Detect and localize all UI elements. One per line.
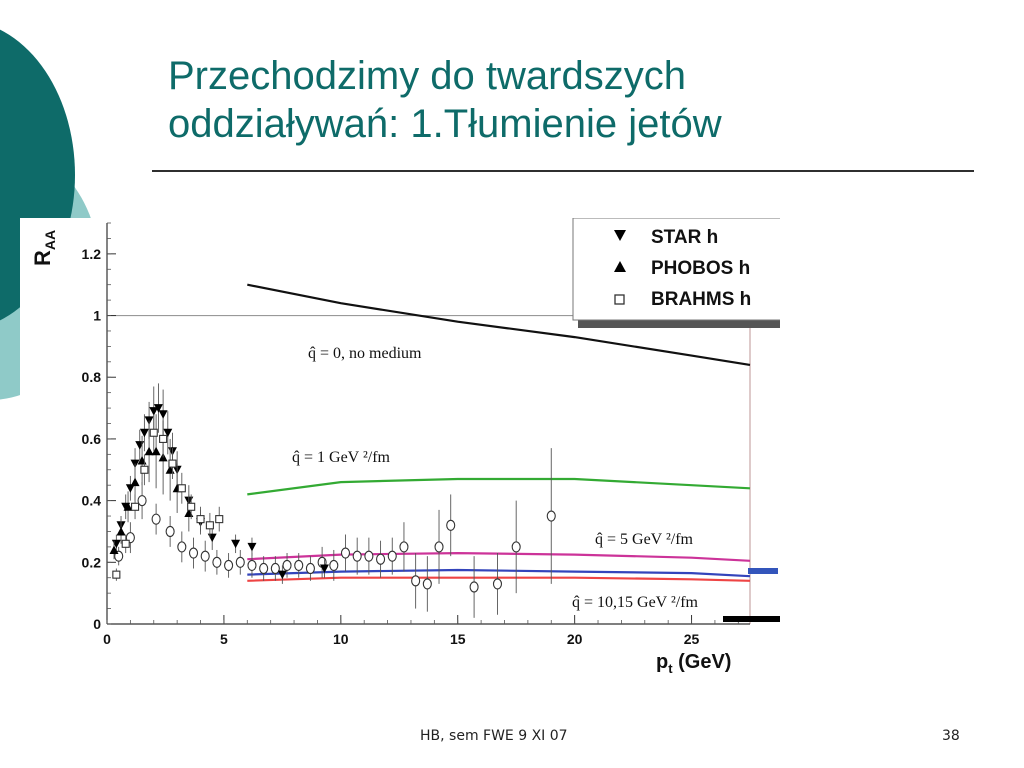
y-tick-label: 0.6 [81,430,101,447]
data-point-circle [493,579,501,589]
data-point-circle [412,576,420,586]
annotation-qhat-10-15: q̂ = 10,15 GeV ²/fm [572,594,698,611]
data-point-circle [547,511,555,521]
legend-label-star: STAR h [651,227,719,248]
y-tick-label: 0.2 [81,554,101,571]
data-point-brahms [206,522,213,529]
data-point-circle [388,551,396,561]
data-point-circle [512,542,520,552]
right-edge-blue-marker [748,568,778,574]
data-point-brahms [122,540,129,547]
raa-chart [20,218,780,680]
annotation-qhat-1: q̂ = 1 GeV ²/fm [292,449,390,466]
page-number: 38 [942,728,960,744]
data-point-brahms [178,485,185,492]
data-point-circle [178,542,186,552]
y-tick-label: 1.2 [81,245,101,262]
data-point-circle [152,514,160,524]
x-tick-label: 20 [566,631,583,647]
data-point-circle [365,551,373,561]
x-axis-label-rest: (GeV) [672,651,732,673]
x-axis-label-main: p [656,651,669,673]
x-tick-label: 5 [220,631,228,647]
data-point-circle [341,548,349,558]
annotation-no-medium: q̂ = 0, no medium [308,345,422,362]
data-point-brahms [169,460,176,467]
data-point-brahms [197,516,204,523]
x-tick-label: 0 [103,631,111,647]
data-point-brahms [150,429,157,436]
y-tick-label: 1 [93,307,101,324]
data-point-circle [330,560,338,570]
data-point-circle [295,560,303,570]
data-point-circle [213,557,221,567]
y-tick-label: 0 [93,616,101,632]
data-point-circle [271,563,279,573]
data-point-circle [201,551,209,561]
slide-title-line-1: Przechodzimy do twardszych [168,54,686,98]
data-point-brahms [188,503,195,510]
data-point-brahms [216,516,223,523]
data-point-circle [306,563,314,573]
data-point-circle [447,520,455,530]
x-tick-label: 25 [683,631,700,647]
x-axis-label-sub: t [668,661,673,676]
data-point-circle [470,582,478,592]
y-tick-label: 0.4 [81,492,101,509]
data-point-brahms [141,466,148,473]
data-point-circle [353,551,361,561]
data-point-brahms [160,435,167,442]
x-tick-label: 10 [333,631,349,647]
slide-title-line-2: oddziaływań: 1.Tłumienie jetów [168,102,722,146]
legend-label-brahms: BRAHMS h [651,289,752,310]
data-point-circle [138,496,146,506]
legend-label-phobos: PHOBOS h [651,258,751,279]
data-point-brahms [132,503,139,510]
data-point-circle [225,560,233,570]
x-axis-label [656,651,731,676]
annotation-qhat-5: q̂ = 5 GeV ²/fm [595,531,693,548]
y-tick-label: 0.8 [81,369,101,386]
chart-legend [573,218,780,328]
data-point-circle [423,579,431,589]
title-divider [152,170,974,172]
y-axis-label-main: R [30,250,55,266]
data-point-circle [166,526,174,536]
data-point-circle [260,563,268,573]
data-point-circle [377,554,385,564]
data-point-circle [236,557,244,567]
data-point-circle [400,542,408,552]
data-point-brahms [113,571,120,578]
data-point-circle [283,560,291,570]
slide-title [168,52,988,148]
x-tick-label: 15 [449,631,466,647]
data-point-circle [435,542,443,552]
y-axis-label-sub: AA [42,229,58,251]
data-point-circle [190,548,198,558]
data-point-circle [248,560,256,570]
right-edge-black-marker [723,616,780,622]
slide-footer: HB, sem FWE 9 XI 07 [420,728,568,744]
